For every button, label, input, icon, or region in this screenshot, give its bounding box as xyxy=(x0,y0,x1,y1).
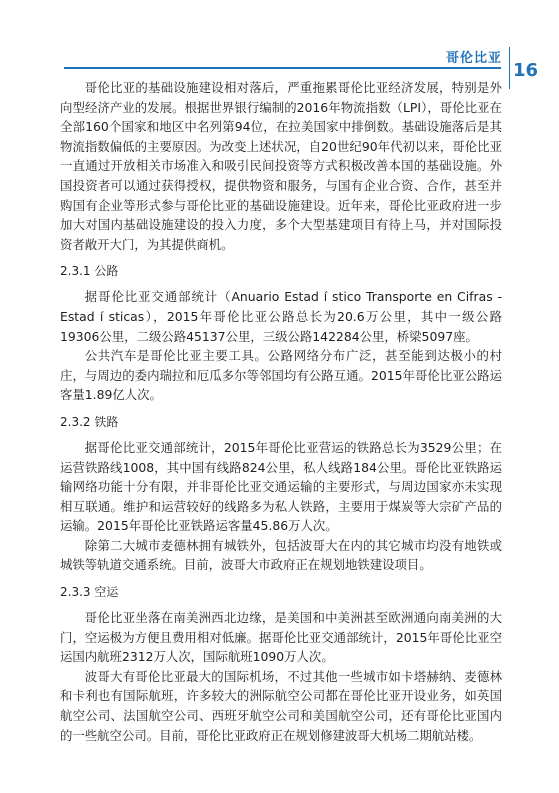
air-paragraph-1: 哥伦比亚坐落在南美洲西北边缘，是美国和中美洲甚至欧洲通向南美洲的大门，空运极为方便且费用相对低廉。据哥伦比亚交通部统计，2015年哥伦比亚空运国内航班2312万人次，国际航班1090万人次。 xyxy=(60,610,502,665)
section-heading-railway: 2.3.2 铁路 xyxy=(60,414,119,429)
header-rule xyxy=(64,67,501,69)
page-header xyxy=(0,0,559,90)
header-divider xyxy=(509,47,511,89)
highway-paragraph-2: 公共汽车是哥伦比亚主要工具。公路网络分布广泛，甚至能到达极小的村庄，与周边的委内瑞拉和厄瓜多尔等邻国均有公路互通。2015年哥伦比亚公路运客量1.89亿人次。 xyxy=(60,348,502,403)
section-heading-air: 2.3.3 空运 xyxy=(60,585,119,600)
running-header-title: 哥伦比亚 xyxy=(445,51,502,66)
intro-paragraph: 哥伦比亚的基础设施建设相对落后，严重拖累哥伦比亚经济发展，特别是外向型经济产业的发展。根据世界银行编制的2016年物流指数（LPI），哥伦比亚在全部160个国家和地区中名列第94位，在拉美国家中排倒数。基础设施落后是其物流指数偏低的主要原因。为改变上述状况，自20世纪90年代初以来，哥伦比亚一直通过开放相关市场准入和吸引民间投资等方式积极改善本国的基础设施。外国投资者可以通过获得授权，提供物资和服务，与国有企业合资、合作，甚至并购国有企业等形式参与哥伦比亚的基础设施建设。近年来，哥伦比亚政府进一步加大对国内基础设施建设的投入力度，多个大型基建项目有待上马，并对国际投资者敞开大门，为其提供商机。 xyxy=(60,80,502,252)
railway-paragraph-1: 据哥伦比亚交通部统计，2015年哥伦比亚营运的铁路总长为3529公里；在运营铁路线1008，其中国有线路824公里，私人线路184公里。哥伦比亚铁路运输网络功能十分有限，并非哥伦比亚交通运输的主要形式，与周边国家亦未实现相互联通。维护和运营较好的线路多为私人铁路，主要用于煤炭等大宗矿产品的运输。2015年哥伦比亚铁路运客量45.86万人次。 xyxy=(60,439,502,534)
section-heading-highway: 2.3.1 公路 xyxy=(60,264,119,279)
air-paragraph-2: 波哥大有哥伦比亚最大的国际机场，不过其他一些城市如卡塔赫纳、麦德林和卡利也有国际航班，许多较大的洲际航空公司都在哥伦比亚开设业务，如英国航空公司、法国航空公司、西班牙航空公司和美国航空公司，还有哥伦比亚国内的一些航空公司。目前，哥伦比亚政府正在规划修建波哥大机场二期航站楼。 xyxy=(60,668,502,743)
body-text xyxy=(60,78,502,745)
highway-paragraph-1: 据哥伦比亚交通部统计（Anuario Estad ı́ stico Transporte en Cifras - Estad ı́ sticas），2015年哥伦比亚公路总长为20.6万公里，其中一级公路19306公里，二级公路45137公里，三级公路142284公里，桥梁5097座。 xyxy=(60,289,502,344)
page-number: 16 xyxy=(513,60,539,81)
railway-paragraph-2: 除第二大城市麦德林拥有城铁外，包括波哥大在内的其它城市均没有地铁或城铁等轨道交通系统。目前，波哥大市政府正在规划地铁建设项目。 xyxy=(60,537,502,573)
